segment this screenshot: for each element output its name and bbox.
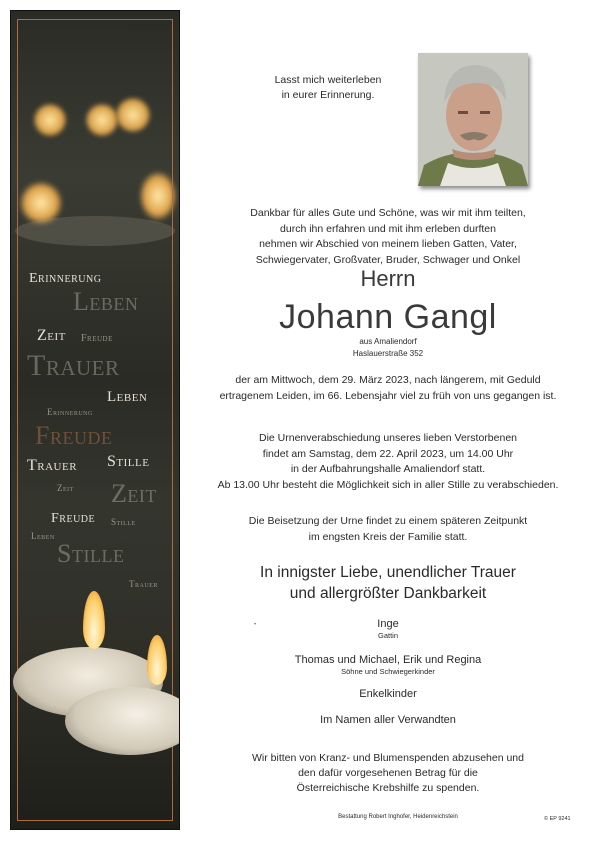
banner-word: Leben — [31, 531, 55, 541]
banner-word: Erinnerung — [29, 271, 102, 286]
decorative-dot: • — [254, 622, 257, 628]
banner-word: Freude — [51, 511, 96, 526]
banner-word: Leben — [107, 389, 148, 405]
banner-word: Stille — [107, 453, 150, 470]
love-heading: In innigster Liebe, unendlicher Trauer und allergrößter Dankbarkeit — [260, 564, 516, 602]
portrait-photo — [418, 53, 528, 186]
intro-paragraph: Dankbar für alles Gute und Schöne, was wir mit ihm teilten, durch ihn erfahren und mit ihm erleben durften nehmen wir Abschied von meinem lieben Gatten, Vater, Schwiegervater, Großvater, Bruder, Schwager und Onkel — [250, 207, 526, 266]
banner-word: Freude — [35, 421, 113, 450]
banner-word: Trauer — [27, 457, 78, 474]
undertaker-credit: Bestattung Robert Inghofer, Heidenreichstein — [338, 814, 458, 820]
salutation: Herrn — [360, 266, 416, 291]
banner-word: Zeit — [57, 483, 74, 493]
mourner-entry: Inge Gattin — [377, 618, 399, 640]
banner-word: Zeit — [111, 479, 157, 508]
candle-banner-image — [10, 10, 180, 830]
donation-request: Wir bitten von Kranz- und Blumenspenden abzusehen und den dafür vorgesehenen Betrag für die Österreichische Krebshilfe zu spenden. — [251, 752, 524, 794]
banner-word: Trauer — [27, 349, 120, 382]
banner-word: Zeit — [37, 327, 66, 344]
banner-word: Stille — [57, 539, 125, 568]
deceased-address: aus Amaliendorf Haslauerstraße 352 — [352, 337, 424, 358]
burial-paragraph: Die Beisetzung der Urne findet zu einem späteren Zeitpunkt im engsten Kreis der Familie statt. — [248, 515, 528, 543]
print-code: © EP 9241 — [544, 816, 571, 822]
banner-word: Freude — [81, 333, 113, 344]
deceased-name: Johann Gangl — [279, 298, 497, 336]
portrait-illustration — [418, 53, 528, 186]
urn-farewell-paragraph: Die Urnenverabschiedung unseres lieben Verstorbenen findet am Samstag, dem 22. April 2023, um 14.00 Uhr in der Aufbahrungshalle Amaliendorf statt. Ab 13.00 Uhr besteht die Möglichkeit sich in aller Stille zu verabschieden. — [217, 432, 559, 491]
banner-word: Trauer — [129, 579, 158, 589]
death-notice-paragraph: der am Mittwoch, dem 29. März 2023, nach längerem, mit Geduld ertragenem Leiden, im 66. Lebensjahr viel zu früh von uns gegangen ist. — [219, 374, 557, 402]
banner-word: Erinnerung — [47, 407, 93, 417]
mourner-entry: Enkelkinder — [359, 688, 417, 700]
motto-text: Lasst mich weiterleben in eurer Erinnerung. — [274, 74, 382, 101]
banner-word: Stille — [111, 517, 136, 527]
banner-word: Leben — [73, 287, 139, 316]
mourner-entry: Thomas und Michael, Erik und Regina Söhne und Schwiegerkinder — [294, 654, 482, 676]
mourner-entry: Im Namen aller Verwandten — [320, 714, 456, 726]
